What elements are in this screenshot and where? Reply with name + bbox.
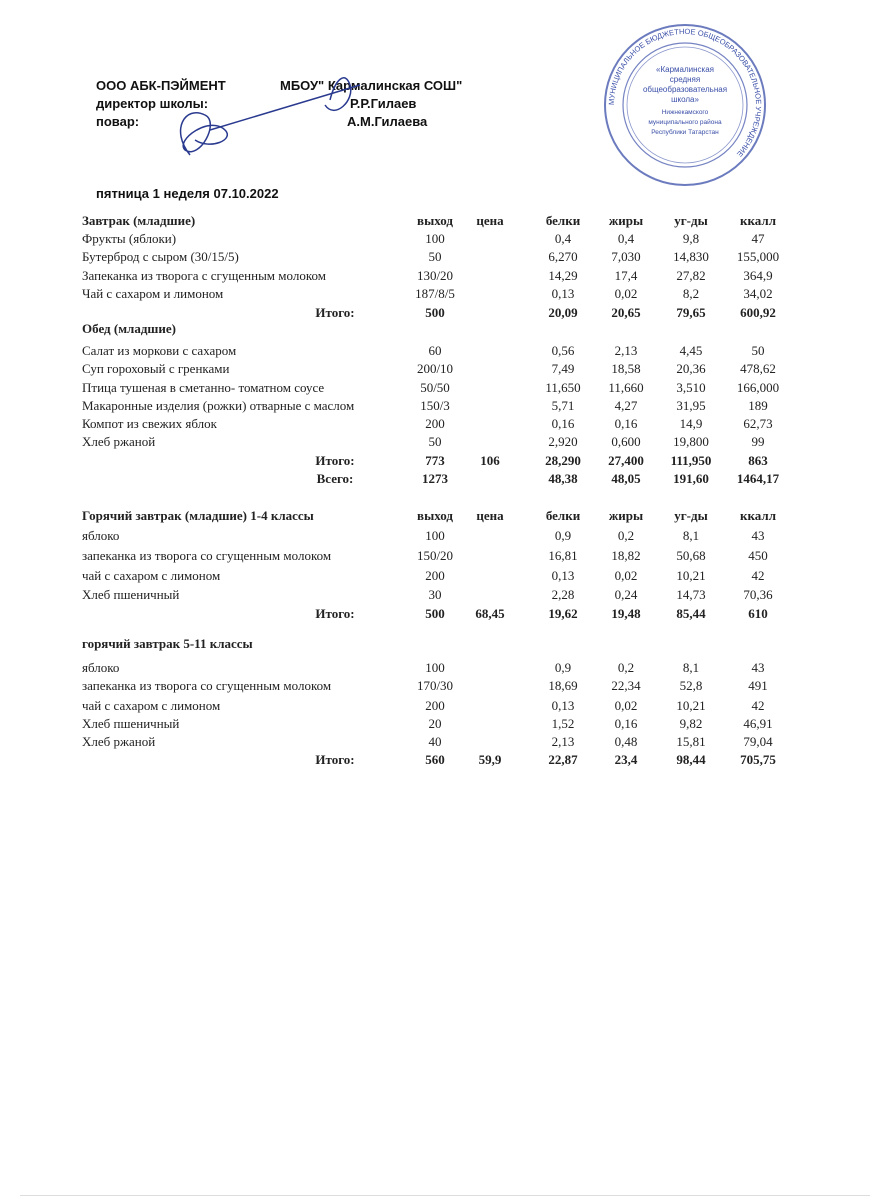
cell-kcal: 42 — [751, 568, 765, 583]
cell-fat: 4,27 — [614, 398, 638, 413]
column-header-yield: выход — [417, 213, 453, 228]
table-row — [0, 231, 873, 249]
cell-kcal: 166,000 — [736, 380, 780, 395]
dish-name: Хлеб пшеничный — [82, 587, 180, 602]
total-row — [0, 471, 873, 489]
cell-protein: 14,29 — [548, 268, 578, 283]
cell-yield: 50 — [428, 249, 442, 264]
column-header-protein: белки — [545, 508, 581, 523]
cell-yield: 130/20 — [416, 268, 454, 283]
section-title: горячий завтрак 5-11 классы — [82, 636, 253, 651]
column-header-fat: жиры — [608, 508, 644, 523]
cell-kcal: 62,73 — [743, 416, 773, 431]
cell-protein: 0,4 — [554, 231, 572, 246]
section-header — [0, 321, 873, 339]
cell-protein: 18,69 — [548, 678, 578, 693]
cell-protein: 1,52 — [551, 716, 575, 731]
total-protein: 28,290 — [545, 453, 581, 468]
cell-yield: 150/3 — [420, 398, 450, 413]
total-label: Всего: — [316, 471, 354, 486]
table-row — [0, 698, 873, 716]
cell-protein: 11,650 — [545, 380, 581, 395]
cell-kcal: 46,91 — [743, 716, 773, 731]
total-row — [0, 453, 873, 471]
total-fat: 48,05 — [611, 471, 641, 486]
date-line: пятница 1 неделя 07.10.2022 — [96, 186, 279, 201]
dish-name: чай с сахаром с лимоном — [82, 698, 221, 713]
column-header-yield: выход — [417, 508, 453, 523]
cell-kcal: 42 — [751, 698, 765, 713]
svg-text:средняя: средняя — [669, 75, 701, 84]
cell-carbs: 31,95 — [676, 398, 706, 413]
cell-protein: 0,13 — [551, 698, 575, 713]
svg-text:«Кармалинская: «Кармалинская — [656, 65, 714, 74]
cell-yield: 150/20 — [416, 548, 454, 563]
cell-protein: 7,49 — [551, 361, 575, 376]
column-header-carbs: уг-ды — [674, 508, 708, 523]
cell-carbs: 9,82 — [679, 716, 703, 731]
dish-name: Чай с сахаром и лимоном — [82, 286, 224, 301]
column-header-kcal: ккалл — [740, 508, 776, 523]
section-title: Обед (младшие) — [82, 321, 176, 336]
cell-kcal: 79,04 — [743, 734, 773, 749]
cell-fat: 0,4 — [617, 231, 635, 246]
table-row — [0, 660, 873, 678]
cell-carbs: 50,68 — [676, 548, 706, 563]
cell-protein: 0,13 — [551, 286, 575, 301]
total-label: Итого: — [315, 606, 355, 621]
cell-protein: 2,13 — [551, 734, 575, 749]
total-carbs: 98,44 — [676, 752, 706, 767]
svg-text:Нижнекамского: Нижнекамского — [661, 109, 709, 116]
total-row — [0, 606, 873, 624]
svg-text:МУНИЦИПАЛЬНОЕ БЮДЖЕТНОЕ ОБЩЕОБ: МУНИЦИПАЛЬНОЕ БЮДЖЕТНОЕ ОБЩЕОБРАЗОВАТЕЛЬНОЕ УЧРЕЖДЕНИЕ — [606, 26, 764, 159]
total-carbs: 191,60 — [673, 471, 709, 486]
total-yield: 773 — [425, 453, 445, 468]
cell-kcal: 99 — [751, 434, 765, 449]
cell-carbs: 3,510 — [676, 380, 706, 395]
table-row — [0, 716, 873, 734]
column-header-kcal: ккалл — [740, 213, 776, 228]
cell-fat: 18,58 — [611, 361, 641, 376]
cell-kcal: 70,36 — [743, 587, 773, 602]
total-kcal: 863 — [748, 453, 768, 468]
total-price: 59,9 — [478, 752, 502, 767]
table-row — [0, 380, 873, 398]
cell-kcal: 491 — [748, 678, 768, 693]
cell-kcal: 47 — [751, 231, 765, 246]
cell-kcal: 50 — [751, 343, 765, 358]
cell-carbs: 52,8 — [679, 678, 703, 693]
table-row — [0, 587, 873, 605]
total-protein: 48,38 — [548, 471, 578, 486]
cell-carbs: 14,73 — [676, 587, 706, 602]
table-row — [0, 268, 873, 286]
cell-kcal: 155,000 — [736, 249, 780, 264]
total-protein: 20,09 — [548, 305, 578, 320]
director-name: Р.Р.Гилаев — [350, 96, 417, 111]
total-fat: 27,400 — [608, 453, 644, 468]
column-header-price: цена — [476, 508, 504, 523]
total-yield: 500 — [425, 305, 445, 320]
cell-yield: 200 — [425, 698, 445, 713]
dish-name: Птица тушеная в сметанно- томатном соусе — [82, 380, 325, 395]
table-row — [0, 343, 873, 361]
dish-name: Хлеб ржаной — [82, 434, 156, 449]
total-fat: 20,65 — [611, 305, 641, 320]
dish-name: Суп гороховый с гренками — [82, 361, 230, 376]
table-row — [0, 734, 873, 752]
cell-carbs: 14,830 — [673, 249, 709, 264]
cell-fat: 0,2 — [617, 660, 635, 675]
section-header — [0, 508, 873, 526]
dish-name: запеканка из творога со сгущенным молоком — [82, 548, 332, 563]
cell-fat: 0,24 — [614, 587, 638, 602]
cell-protein: 2,28 — [551, 587, 575, 602]
cell-carbs: 8,1 — [682, 528, 700, 543]
cell-yield: 200/10 — [416, 361, 454, 376]
director-label: директор школы: — [96, 96, 209, 111]
cell-kcal: 364,9 — [743, 268, 773, 283]
total-protein: 22,87 — [548, 752, 578, 767]
cell-protein: 0,9 — [554, 660, 572, 675]
table-row — [0, 528, 873, 546]
column-header-price: цена — [476, 213, 504, 228]
total-fat: 19,48 — [611, 606, 641, 621]
cell-yield: 50/50 — [420, 380, 450, 395]
total-price: 68,45 — [475, 606, 505, 621]
cook-name: А.М.Гилаева — [347, 114, 428, 129]
cell-fat: 18,82 — [611, 548, 641, 563]
cell-protein: 0,13 — [551, 568, 575, 583]
cell-kcal: 189 — [748, 398, 768, 413]
cell-yield: 100 — [425, 660, 445, 675]
total-carbs: 79,65 — [676, 305, 706, 320]
cell-carbs: 14,9 — [679, 416, 703, 431]
dish-name: Хлеб ржаной — [82, 734, 156, 749]
cell-carbs: 27,82 — [676, 268, 706, 283]
total-row — [0, 752, 873, 770]
table-row — [0, 678, 873, 696]
section-title: Горячий завтрак (младшие) 1-4 классы — [82, 508, 314, 523]
dish-name: яблоко — [82, 528, 120, 543]
total-kcal: 705,75 — [740, 752, 776, 767]
cell-carbs: 10,21 — [676, 568, 706, 583]
cell-yield: 100 — [425, 231, 445, 246]
svg-text:школа»: школа» — [671, 95, 699, 104]
company-name: ООО АБК-ПЭЙМЕНТ — [96, 78, 226, 93]
total-protein: 19,62 — [548, 606, 578, 621]
section-header — [0, 213, 873, 231]
cell-fat: 0,02 — [614, 286, 638, 301]
cell-fat: 0,02 — [614, 568, 638, 583]
cell-yield: 20 — [428, 716, 442, 731]
cell-protein: 0,9 — [554, 528, 572, 543]
total-label: Итого: — [315, 752, 355, 767]
cell-kcal: 478,62 — [740, 361, 776, 376]
cell-carbs: 4,45 — [679, 343, 703, 358]
total-kcal: 1464,17 — [736, 471, 780, 486]
dish-name: Компот из свежих яблок — [82, 416, 217, 431]
cell-protein: 5,71 — [551, 398, 575, 413]
page-edge — [20, 1195, 870, 1196]
dish-name: Бутерброд с сыром (30/15/5) — [82, 249, 239, 264]
table-row — [0, 398, 873, 416]
section-header — [0, 636, 873, 654]
cook-label: повар: — [96, 114, 140, 129]
column-header-carbs: уг-ды — [674, 213, 708, 228]
cell-protein: 0,16 — [551, 416, 575, 431]
cell-kcal: 43 — [751, 660, 765, 675]
cell-fat: 17,4 — [614, 268, 638, 283]
column-header-protein: белки — [545, 213, 581, 228]
table-row — [0, 249, 873, 267]
cell-protein: 6,270 — [548, 249, 578, 264]
cell-yield: 40 — [428, 734, 442, 749]
cell-fat: 11,660 — [608, 380, 644, 395]
cell-yield: 200 — [425, 568, 445, 583]
cell-carbs: 10,21 — [676, 698, 706, 713]
dish-name: Фрукты (яблоки) — [82, 231, 177, 246]
svg-text:общеобразовательная: общеобразовательная — [642, 85, 728, 94]
dish-name: чай с сахаром с лимоном — [82, 568, 221, 583]
cell-kcal: 450 — [748, 548, 768, 563]
dish-name: Запеканка из творога с сгущенным молоком — [82, 268, 326, 283]
cell-yield: 100 — [425, 528, 445, 543]
dish-name: яблоко — [82, 660, 120, 675]
cell-fat: 2,13 — [614, 343, 638, 358]
cell-kcal: 34,02 — [743, 286, 773, 301]
dish-name: Салат из моркови с сахаром — [82, 343, 237, 358]
cell-fat: 22,34 — [611, 678, 641, 693]
signatures — [150, 60, 380, 170]
cell-yield: 60 — [428, 343, 442, 358]
total-price: 106 — [480, 453, 500, 468]
cell-fat: 0,2 — [617, 528, 635, 543]
total-kcal: 600,92 — [740, 305, 776, 320]
cell-carbs: 19,800 — [673, 434, 709, 449]
table-row — [0, 548, 873, 566]
dish-name: Хлеб пшеничный — [82, 716, 180, 731]
cell-fat: 0,02 — [614, 698, 638, 713]
cell-carbs: 20,36 — [676, 361, 706, 376]
cell-yield: 187/8/5 — [415, 286, 455, 301]
total-yield: 1273 — [422, 471, 448, 486]
total-carbs: 111,950 — [670, 453, 712, 468]
column-header-fat: жиры — [608, 213, 644, 228]
school-name: МБОУ" Кармалинская СОШ" — [280, 78, 463, 93]
total-yield: 560 — [425, 752, 445, 767]
table-row — [0, 568, 873, 586]
cell-carbs: 9,8 — [682, 231, 700, 246]
total-label: Итого: — [315, 453, 355, 468]
dish-name: запеканка из творога со сгущенным молоком — [82, 678, 332, 693]
table-row — [0, 361, 873, 379]
cell-kcal: 43 — [751, 528, 765, 543]
total-carbs: 85,44 — [676, 606, 706, 621]
cell-yield: 30 — [428, 587, 442, 602]
table-row — [0, 434, 873, 452]
total-fat: 23,4 — [614, 752, 638, 767]
cell-fat: 0,600 — [611, 434, 641, 449]
cell-protein: 2,920 — [548, 434, 578, 449]
table-row — [0, 286, 873, 304]
dish-name: Макаронные изделия (рожки) отварные с маслом — [82, 398, 355, 413]
cell-carbs: 8,1 — [682, 660, 700, 675]
cell-fat: 0,48 — [614, 734, 638, 749]
cell-fat: 0,16 — [614, 716, 638, 731]
cell-yield: 200 — [425, 416, 445, 431]
table-row — [0, 416, 873, 434]
cell-carbs: 15,81 — [676, 734, 706, 749]
total-label: Итого: — [315, 305, 355, 320]
school-stamp — [600, 20, 770, 190]
cell-yield: 170/30 — [416, 678, 454, 693]
cell-yield: 50 — [428, 434, 442, 449]
total-yield: 500 — [425, 606, 445, 621]
cell-fat: 7,030 — [611, 249, 641, 264]
cell-carbs: 8,2 — [682, 286, 700, 301]
section-title: Завтрак (младшие) — [82, 213, 196, 228]
total-kcal: 610 — [748, 606, 768, 621]
cell-fat: 0,16 — [614, 416, 638, 431]
svg-text:Республики Татарстан: Республики Татарстан — [651, 129, 719, 136]
svg-text:муниципального района: муниципального района — [648, 119, 722, 126]
cell-protein: 16,81 — [548, 548, 578, 563]
cell-protein: 0,56 — [551, 343, 575, 358]
